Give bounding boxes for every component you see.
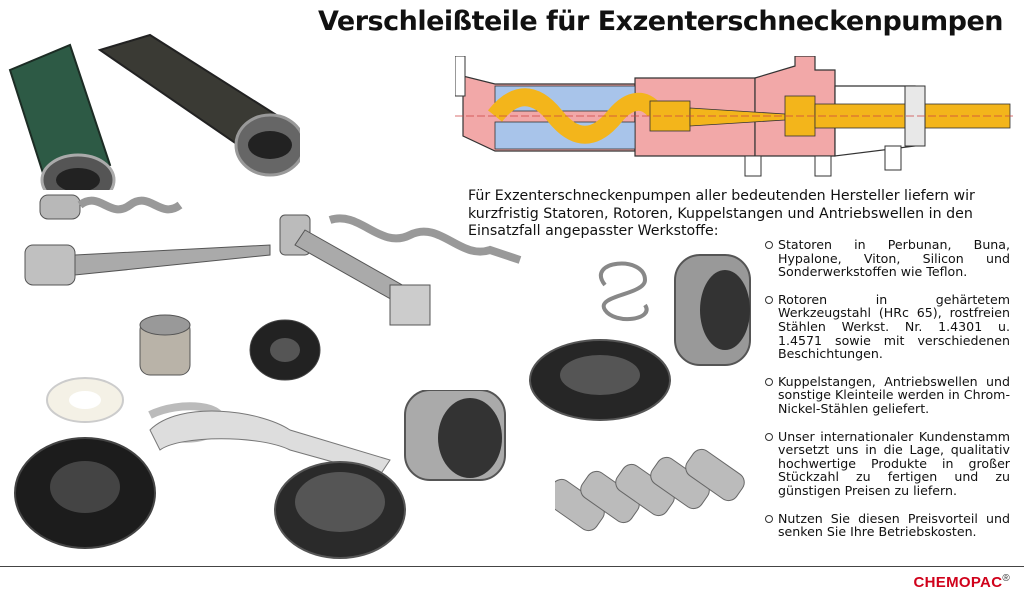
seal-ring-icon	[15, 438, 155, 548]
rotor-icon	[25, 245, 270, 285]
list-item: Kuppelstangen, Antriebswellen und sonstige Kleinteile werden in Chrom-Nickel-Stählen geliefert.	[764, 375, 1010, 416]
mechanical-seals	[140, 390, 520, 560]
list-item: Nutzen Sie diesen Preisvorteil und senken Sie Ihre Betriebskosten.	[764, 512, 1010, 539]
registered-mark: ®	[1002, 573, 1010, 584]
list-item: Statoren in Perbunan, Buna, Hypalone, Viton, Silicon und Sonderwerkstoffen wie Teflon.	[764, 238, 1010, 279]
footer-divider	[0, 566, 1024, 567]
list-item: Rotoren in gehärtetem Werkzeugstahl (HRc 65), rostfreien Stählen Werkst. Nr. 1.4301 u. 1.4571 sowie mit verschiedenen Beschichtungen.	[764, 293, 1010, 361]
bushing-icon	[250, 320, 320, 380]
seal-ring-icon	[530, 340, 670, 420]
logo-text: CHEMOPAC	[913, 574, 1003, 591]
rotor-icon	[40, 195, 180, 219]
page-title: Verschleißteile für Exzenterschneckenpumpen	[318, 6, 1003, 37]
stator-tubes	[0, 20, 300, 190]
company-logo	[914, 573, 1010, 591]
stator-tube-icon	[100, 35, 300, 175]
list-item: Unser internationaler Kundenstamm versetzt uns in die Lage, qualitativ hochwertige Produkte in großer Stückzahl zu fertigen und zu günstigen Preisen zu liefern.	[764, 430, 1010, 498]
pins	[555, 445, 755, 545]
seal-ring-icon	[47, 378, 123, 422]
rubber-seal	[10, 425, 160, 560]
stator-tube-icon	[10, 45, 114, 190]
mechanical-seal-icon	[405, 390, 505, 480]
spring-and-seals	[525, 250, 760, 425]
intro-text: Für Exzenterschneckenpumpen aller bedeutenden Hersteller liefern wir kurzfristig Statoren, Rotoren, Kuppelstangen und Antriebswellen in den Einsatzfall angepasster Werkstoffe:	[468, 188, 975, 239]
mechanical-seal-icon	[275, 462, 405, 558]
rotors	[20, 185, 280, 305]
feature-list	[764, 238, 1010, 553]
pump-cross-section-diagram	[455, 56, 1015, 181]
mechanical-seal-icon	[675, 255, 750, 365]
